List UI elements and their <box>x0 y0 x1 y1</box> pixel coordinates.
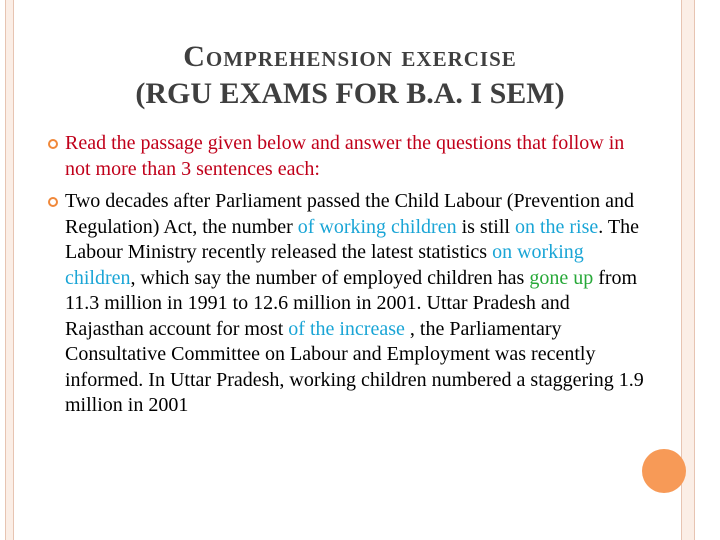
right-frame-border <box>681 0 695 540</box>
instruction-text: Read the passage given below and answer the questions that follow in not more than 3 sentences each: <box>65 132 625 180</box>
title-line-2: (RGU EXAMS FOR B.A. I SEM) <box>135 77 565 110</box>
decorative-circle <box>642 449 686 493</box>
highlight-of-the-increase: of the increase <box>288 317 405 340</box>
left-frame-border <box>5 0 14 540</box>
bullet-circle-icon <box>48 197 58 207</box>
passage-text-4: , which say the number of employed children has <box>130 266 530 289</box>
highlight-on-the-rise: on the rise <box>514 215 599 238</box>
bullet-passage <box>48 189 648 419</box>
highlight-of-working-children: of working children <box>297 215 457 238</box>
passage-text-6: , the Parliamentary Consultative Committee on Labour and Employment was recently informed. In Uttar Pradesh, working children numbered a staggering 1.9 million in 2001 <box>65 317 644 416</box>
slide-title <box>70 38 630 112</box>
passage-text-3: . The Labour Ministry recently released the latest statistics <box>65 215 639 263</box>
highlight-gone-up: gone up <box>529 266 594 289</box>
bullet-circle-icon <box>48 139 58 149</box>
highlight-on-working-children: on working children <box>65 241 584 289</box>
passage-text-1: Two decades after Parliament passed the Child Labour (Prevention and Regulation) Act, the number <box>65 190 634 238</box>
slide-content <box>48 131 648 426</box>
passage-text-5: from 11.3 million in 1991 to 12.6 million in 2001. Uttar Pradesh and Rajasthan account for most <box>65 266 638 340</box>
passage-text-2: is still <box>456 215 515 238</box>
bullet-instruction <box>48 131 648 182</box>
title-line-1: Comprehension exercise <box>183 40 517 73</box>
